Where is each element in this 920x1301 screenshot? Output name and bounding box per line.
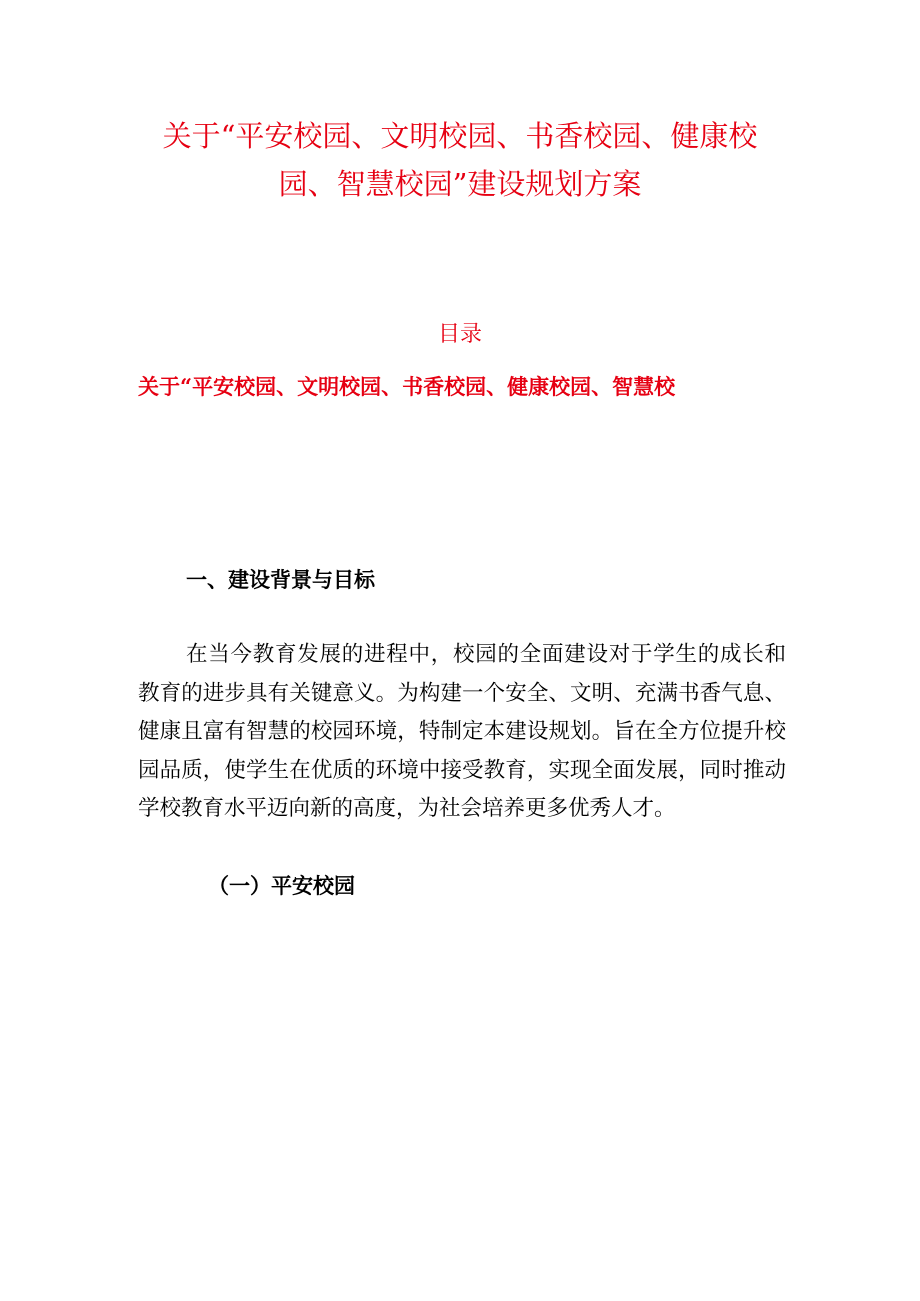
toc-heading: 目录 — [437, 322, 482, 347]
toc-entry-link[interactable]: 关于“平安校园、文明校园、书香校园、健康校园、智慧校 — [138, 374, 676, 399]
document-title-line-2: 园、智慧校园”建设规划方案 — [278, 167, 642, 201]
sub-heading: （一）平安校园 — [208, 873, 355, 898]
document-title-line-1: 关于“平安校园、文明校园、书香校园、健康校 — [162, 119, 758, 153]
document-title — [130, 112, 790, 208]
body-paragraph: 在当今教育发展的进程中，校园的全面建设对于学生的成长和教育的进步具有关键意义。为构建一个安全、文明、充满书香气息、健康且富有智慧的校园环境，特制定本建设规划。旨在全方位提升校园品质，使学生在优质的环境中接受教育，实现全面发展，同时推动学校教育水平迈向新的高度，为社会培养更多优秀人才。 — [138, 642, 786, 821]
section-heading: 一、建设背景与目标 — [186, 567, 375, 592]
